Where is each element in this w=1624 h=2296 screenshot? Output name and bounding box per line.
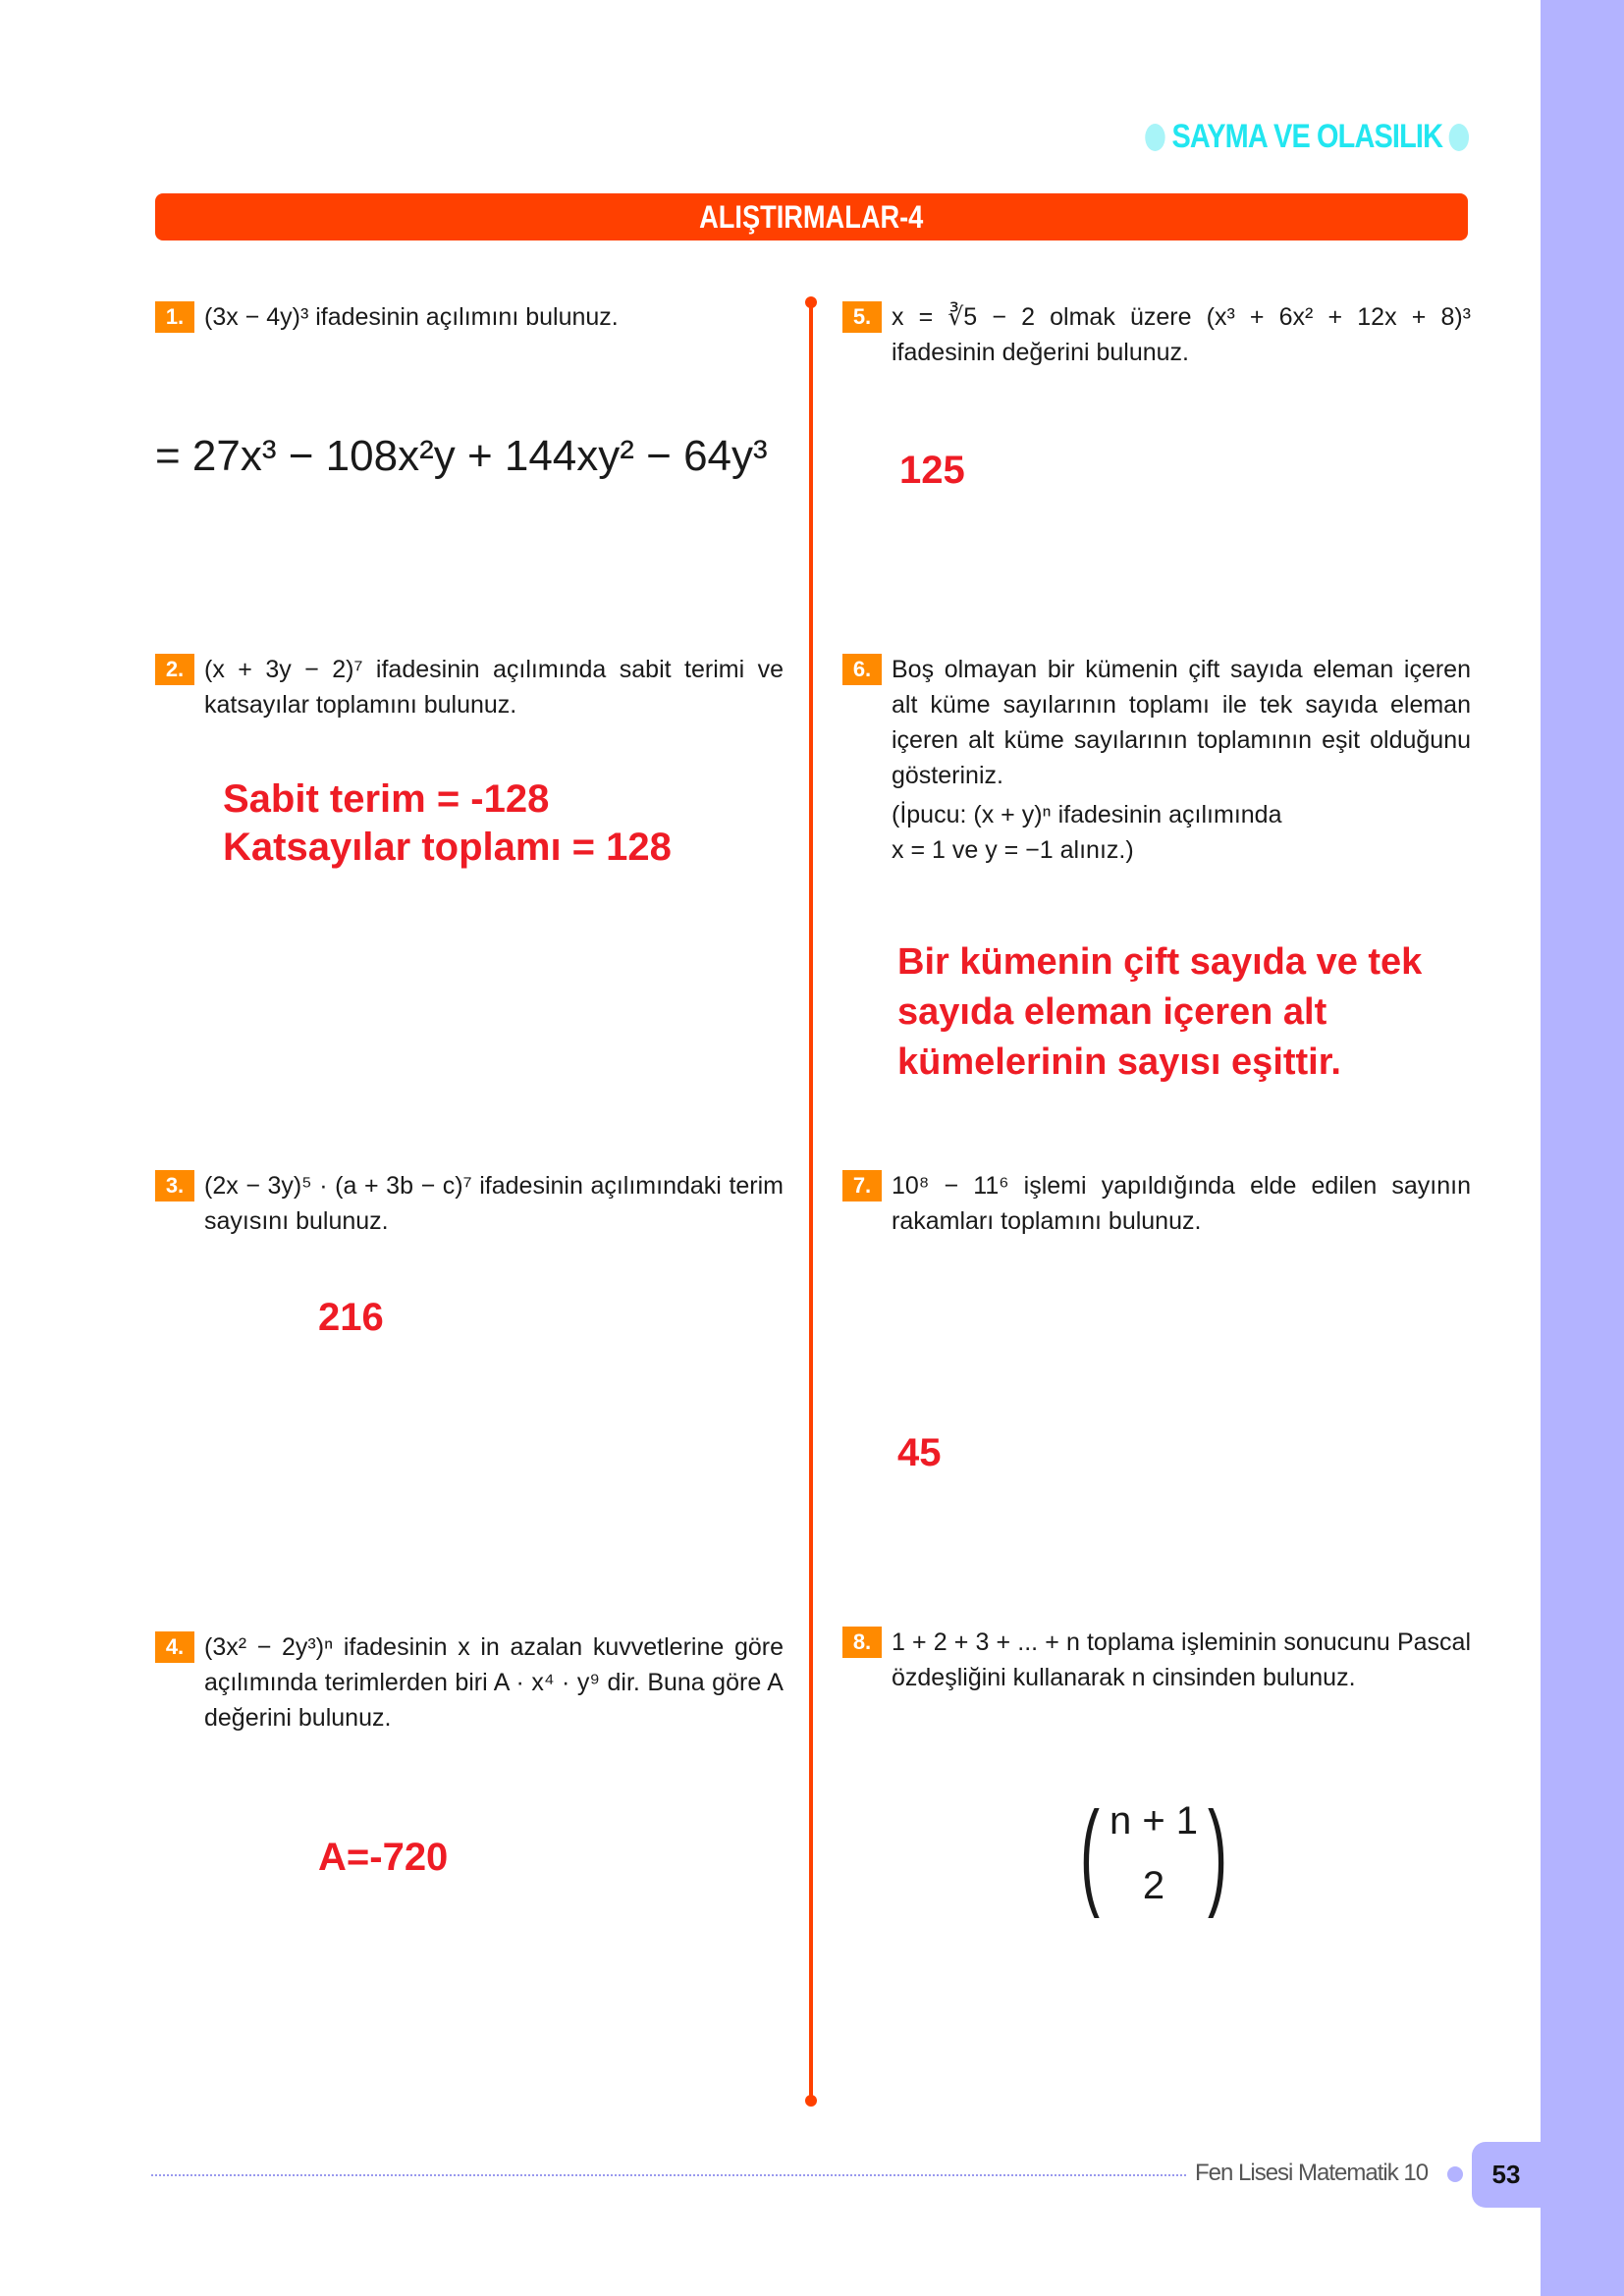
left-paren-icon: ( xyxy=(1079,1788,1100,1919)
page-side-strip xyxy=(1541,0,1624,2296)
page-number: 53 xyxy=(1472,2142,1541,2208)
question-text: Boş olmayan bir kümenin çift sayıda eleman içeren alt küme sayılarının toplamı ile tek sayıda eleman içeren alt küme sayılarının toplamının eşit olduğunu gösteriniz. xyxy=(892,656,1471,789)
question-1 xyxy=(155,299,784,335)
bullet-icon xyxy=(1447,2166,1463,2182)
binomial-top: n + 1 xyxy=(1109,1799,1199,1842)
answer-2 xyxy=(223,775,672,872)
book-title: Fen Lisesi Matematik 10 xyxy=(1195,2160,1429,2186)
section-title xyxy=(1145,118,1469,156)
hint-text: (İpucu: (x + y)ⁿ ifadesinin açılımında xyxy=(892,801,1282,828)
question-4 xyxy=(155,1629,784,1735)
answer-7: 45 xyxy=(897,1431,942,1474)
right-paren-icon: ) xyxy=(1208,1788,1228,1919)
question-number: 8. xyxy=(842,1627,882,1658)
question-6 xyxy=(842,652,1471,868)
answer-3: 216 xyxy=(318,1296,384,1339)
question-text: 1 + 2 + 3 + ... + n toplama işleminin sonucunu Pascal özdeşliğini kullanarak n cinsinden bulunuz. xyxy=(892,1629,1471,1691)
answer-4: A=-720 xyxy=(318,1836,449,1879)
question-8 xyxy=(842,1625,1471,1695)
bullet-icon xyxy=(1145,124,1164,151)
answer-8-binomial xyxy=(1070,1789,1237,1918)
answer-line: kümelerinin sayısı eşittir. xyxy=(897,1041,1341,1083)
question-number: 5. xyxy=(842,301,882,333)
answer-line: sayıda eleman içeren alt xyxy=(897,991,1327,1033)
question-number: 2. xyxy=(155,654,194,685)
question-2 xyxy=(155,652,784,722)
question-number: 4. xyxy=(155,1631,194,1663)
section-title-text: SAYMA VE OLASILIK xyxy=(1171,118,1442,155)
question-text: (x + 3y − 2)⁷ ifadesinin açılımında sabit terimi ve katsayılar toplamını bulunuz. xyxy=(204,656,784,719)
column-divider xyxy=(809,302,813,2101)
answer-1: = 27x³ − 108x²y + 144xy² − 64y³ xyxy=(155,432,768,480)
answer-line: Bir kümenin çift sayıda ve tek xyxy=(897,941,1423,983)
question-text: x = ∛5 − 2 olmak üzere (x³ + 6x² + 12x + 8)³ ifadesinin değerini bulunuz. xyxy=(892,303,1471,366)
question-number: 3. xyxy=(155,1170,194,1201)
question-text: (3x − 4y)³ ifadesinin açılımını bulunuz. xyxy=(204,303,619,331)
question-text: 10⁸ − 11⁶ işlemi yapıldığında elde edilen sayının rakamları toplamını bulunuz. xyxy=(892,1172,1471,1235)
banner-text: ALIŞTIRMALAR-4 xyxy=(699,199,924,235)
question-number: 7. xyxy=(842,1170,882,1201)
answer-5: 125 xyxy=(899,449,965,492)
question-5 xyxy=(842,299,1471,370)
question-text: (3x² − 2y³)ⁿ ifadesinin x in azalan kuvvetlerine göre açılımında terimlerden biri A · x⁴ · y⁹ dir. Buna göre A değerini bulunuz. xyxy=(204,1633,784,1732)
question-number: 6. xyxy=(842,654,882,685)
question-3 xyxy=(155,1168,784,1239)
bullet-icon xyxy=(1449,124,1469,151)
footer-divider xyxy=(151,2174,1186,2176)
exercise-banner xyxy=(155,193,1468,240)
binomial-bottom: 2 xyxy=(1142,1864,1165,1907)
question-7 xyxy=(842,1168,1471,1239)
answer-line: Katsayılar toplamı = 128 xyxy=(223,826,672,869)
question-text: (2x − 3y)⁵ · (a + 3b − c)⁷ ifadesinin açılımındaki terim sayısını bulunuz. xyxy=(204,1172,784,1235)
answer-line: Sabit terim = -128 xyxy=(223,777,550,821)
question-number: 1. xyxy=(155,301,194,333)
hint-text: x = 1 ve y = −1 alınız.) xyxy=(892,836,1134,864)
answer-6 xyxy=(897,937,1422,1088)
